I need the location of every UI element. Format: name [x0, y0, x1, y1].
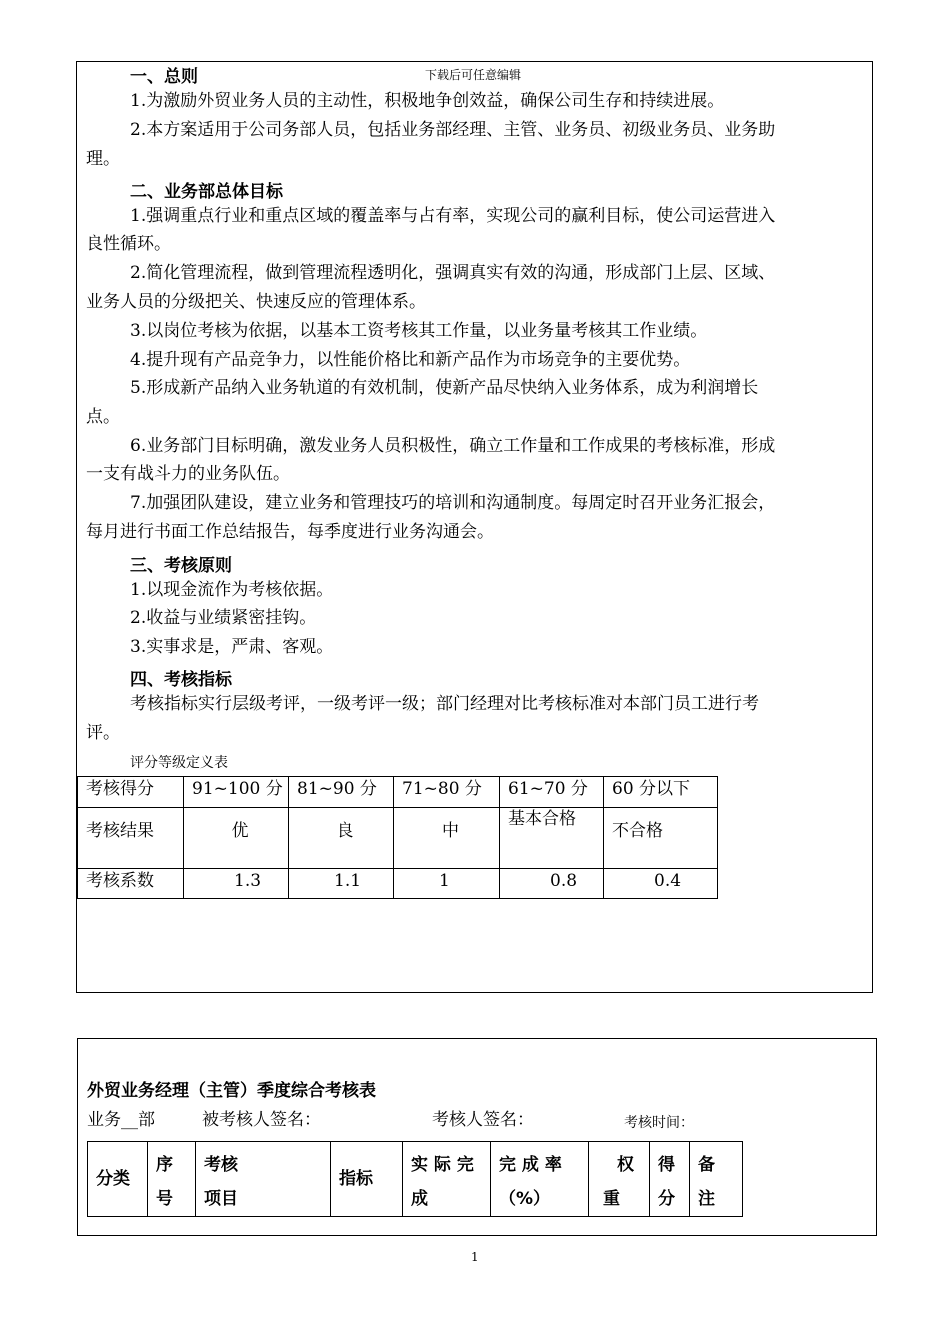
header-indicator: 指标 — [331, 1142, 403, 1217]
section-1-item: 理。 — [86, 149, 120, 169]
section-2-line: 点。 — [86, 407, 120, 427]
result-cell: 不合格 — [604, 808, 718, 869]
section-4-line: 评。 — [86, 723, 120, 743]
score-cell: 71~80 分 — [394, 777, 500, 808]
assess-time-label: 考核时间： — [624, 1115, 694, 1131]
score-label-cell: 考核得分 — [78, 777, 184, 808]
assessee-sign-label: 被考核人签名： — [202, 1110, 321, 1130]
coef-cell: 0.4 — [604, 869, 718, 899]
section-3-item: 2.收益与业绩紧密挂钩。 — [130, 608, 317, 628]
table-row — [78, 808, 718, 869]
section-3-item: 1.以现金流作为考核依据。 — [130, 580, 334, 600]
section-3-title: 三、考核原则 — [130, 556, 232, 576]
coef-cell: 1.3 — [184, 869, 289, 899]
section-2-line: 1.强调重点行业和重点区域的覆盖率与占有率，实现公司的赢利目标，使公司运营进入 — [130, 206, 776, 226]
section-4-title: 四、考核指标 — [130, 670, 232, 690]
section-2-line: 良性循环。 — [86, 234, 171, 254]
section-2-line: 7.加强团队建设，建立业务和管理技巧的培训和沟通制度。每周定时召开业务汇报会， — [130, 493, 776, 513]
coef-cell: 1 — [394, 869, 500, 899]
assessment-table — [87, 1141, 743, 1217]
header-rate: 完 成 率 （%） — [491, 1142, 589, 1217]
section-4-line: 考核指标实行层级考评，一级考评一级；部门经理对比考核标准对本部门员工进行考 — [130, 694, 759, 714]
section-2-line: 4.提升现有产品竞争力，以性能价格比和新产品作为市场竞争的主要优势。 — [130, 350, 691, 370]
score-cell: 61~70 分 — [500, 777, 604, 808]
score-cell: 60 分以下 — [604, 777, 718, 808]
header-remark: 备 注 — [690, 1142, 743, 1217]
result-cell: 良 — [289, 808, 394, 869]
coef-cell: 0.8 — [500, 869, 604, 899]
assessor-sign-label: 考核人签名： — [432, 1110, 534, 1130]
section-2-line: 5.形成新产品纳入业务轨道的有效机制，使新产品尽快纳入业务体系，成为利润增长 — [130, 378, 759, 398]
section-1-item: 1.为激励外贸业务人员的主动性，积极地争创效益，确保公司生存和持续进展。 — [130, 91, 725, 111]
table-caption: 评分等级定义表 — [130, 755, 228, 771]
result-cell: 基本合格 — [500, 808, 604, 869]
section-2-line: 2.简化管理流程，做到管理流程透明化，强调真实有效的沟通，形成部门上层、区域、 — [130, 263, 776, 283]
header-actual: 实 际 完 成 — [403, 1142, 491, 1217]
form-title: 外贸业务经理（主管）季度综合考核表 — [87, 1081, 376, 1101]
section-1-title: 一、总则 — [130, 67, 198, 87]
page-number: 1 — [471, 1250, 479, 1264]
section-1-item: 2.本方案适用于公司务部人员，包括业务部经理、主管、业务员、初级业务员、业务助 — [130, 120, 776, 140]
section-2-title: 二、业务部总体目标 — [130, 182, 283, 202]
section-2-line: 3.以岗位考核为依据，以基本工资考核其工作量，以业务量考核其工作业绩。 — [130, 321, 708, 341]
result-cell: 优 — [184, 808, 289, 869]
watermark-text: 下载后可任意编辑 — [425, 68, 522, 82]
section-3-item: 3.实事求是，严肃、客观。 — [130, 637, 334, 657]
table-row — [78, 777, 718, 808]
dept-label: 业务__部 — [87, 1110, 155, 1130]
table-row — [78, 869, 718, 899]
coef-cell: 1.1 — [289, 869, 394, 899]
section-2-line: 6.业务部门目标明确，激发业务人员积极性，确立工作量和工作成果的考核标准，形成 — [130, 436, 776, 456]
grade-table — [77, 776, 718, 899]
result-label-cell: 考核结果 — [78, 808, 184, 869]
score-cell: 81~90 分 — [289, 777, 394, 808]
result-cell: 中 — [394, 808, 500, 869]
coef-label-cell: 考核系数 — [78, 869, 184, 899]
section-2-line: 业务人员的分级把关、快速反应的管理体系。 — [86, 292, 426, 312]
header-score: 得 分 — [650, 1142, 690, 1217]
header-category: 分类 — [88, 1142, 148, 1217]
table-header-row — [88, 1142, 743, 1217]
header-weight: 权 重 — [589, 1142, 650, 1217]
score-cell: 91~100 分 — [184, 777, 289, 808]
section-2-line: 一支有战斗力的业务队伍。 — [86, 464, 290, 484]
section-2-line: 每月进行书面工作总结报告，每季度进行业务沟通会。 — [86, 522, 494, 542]
header-seq: 序 号 — [148, 1142, 196, 1217]
header-item: 考核 项目 — [196, 1142, 331, 1217]
